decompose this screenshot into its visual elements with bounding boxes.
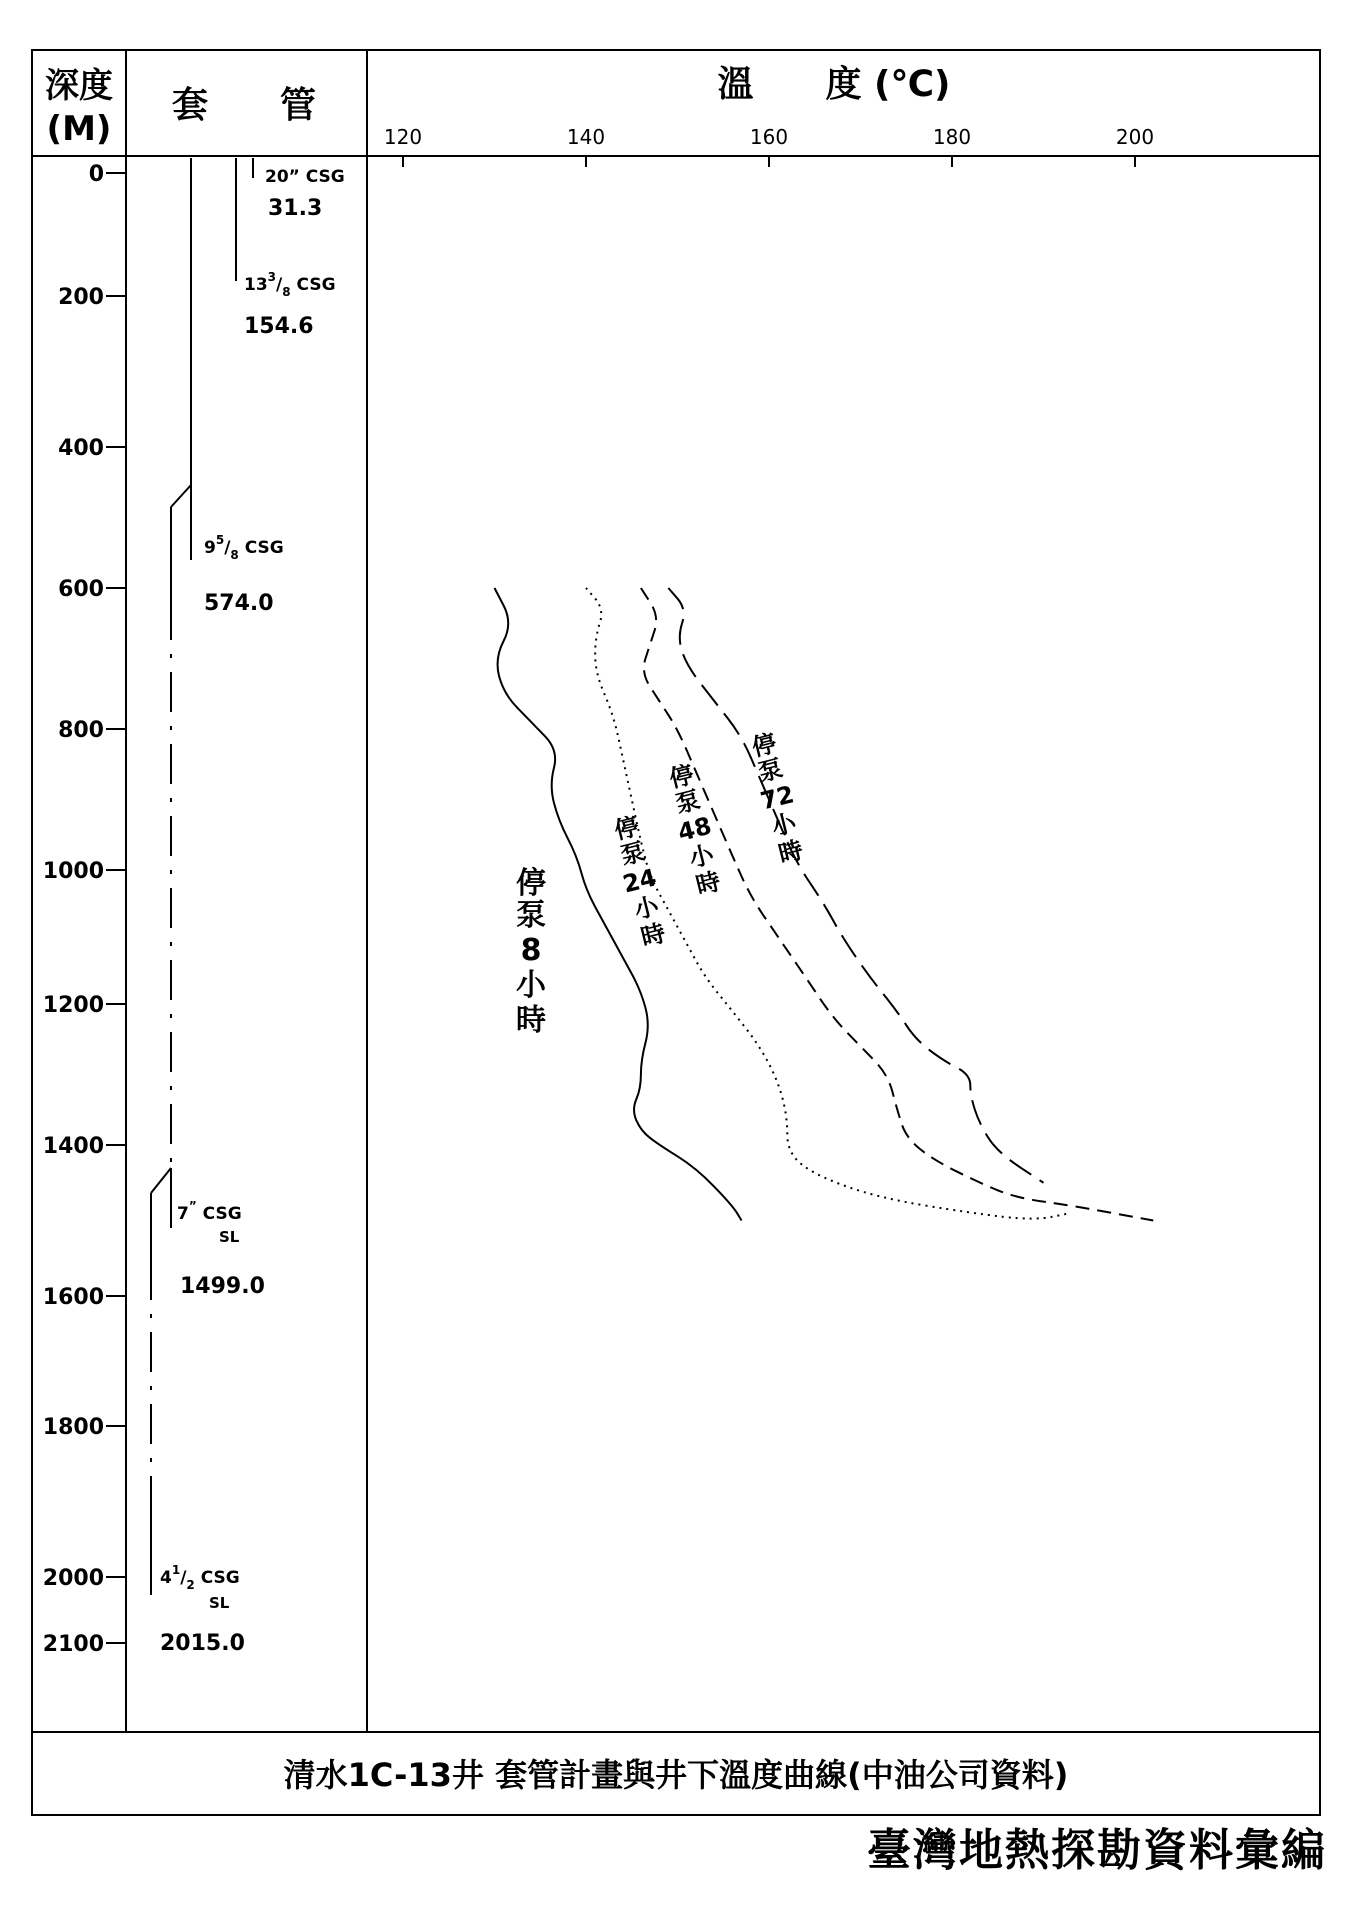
svg-text:時: 時 [516, 1003, 546, 1038]
y-tick-label-800: 800 [58, 718, 104, 743]
y-tick-label-200: 200 [58, 285, 104, 310]
casing-13-depth: 154.6 [244, 314, 314, 339]
curve-label-8h [516, 866, 547, 1038]
y-tick-label-2000: 2000 [42, 1566, 104, 1591]
curve-series-2 [641, 588, 1153, 1221]
temperature-curves [495, 588, 1154, 1221]
curve-label-48h [662, 759, 728, 901]
casing-9-shoe [171, 485, 191, 507]
svg-text:48: 48 [675, 811, 715, 847]
svg-text:小: 小 [516, 968, 546, 1003]
casing-header: 套 管 [171, 85, 317, 126]
casing-13-size: $13^3/_8$ CSG [244, 270, 336, 299]
y-tick-label-0: 0 [88, 162, 104, 187]
svg-text:24: 24 [620, 863, 660, 899]
y-tick-label-1200: 1200 [42, 993, 104, 1018]
svg-text:泵: 泵 [672, 785, 703, 819]
svg-text:72: 72 [757, 780, 797, 816]
temperature-header: 溫 度 (℃) [717, 64, 951, 105]
svg-text:8: 8 [520, 933, 542, 968]
svg-text:小: 小 [768, 808, 800, 842]
svg-text:泵: 泵 [516, 898, 546, 933]
depth-axis [43, 162, 126, 1657]
svg-text:停: 停 [749, 728, 780, 762]
casing-20-size: 20” CSG [265, 167, 345, 187]
y-tick-label-400: 400 [58, 436, 104, 461]
casing-4-sl: SL [209, 1594, 230, 1612]
casing-9-depth: 574.0 [204, 591, 274, 616]
chart-frame [32, 50, 1320, 1815]
depth-unit-header: (M) [46, 109, 112, 149]
curve-label-24h [607, 811, 673, 953]
svg-text:時: 時 [638, 918, 669, 952]
curve-series-3 [668, 588, 1043, 1183]
depth-header: 深度 [45, 66, 113, 106]
y-tick-label-1800: 1800 [42, 1415, 104, 1440]
x-tick-label-200: 200 [1115, 125, 1155, 149]
x-tick-label-120: 120 [383, 125, 423, 149]
y-tick-label-600: 600 [58, 577, 104, 602]
svg-text:停: 停 [516, 866, 546, 901]
y-tick-label-1000: 1000 [42, 859, 104, 884]
svg-text:停: 停 [611, 812, 642, 846]
casing-4-size: $4^1/_2$ CSG [160, 1563, 240, 1592]
x-tick-label-180: 180 [932, 125, 972, 149]
temperature-axis [384, 125, 1154, 167]
casing-7-sl: SL [219, 1228, 240, 1246]
svg-text:泵: 泵 [755, 754, 786, 788]
y-tick-label-1600: 1600 [42, 1285, 104, 1310]
svg-text:小: 小 [686, 839, 717, 873]
casing-9-size: $9^5/_8$ CSG [204, 533, 284, 562]
casing-7-size: 7” CSG [177, 1199, 242, 1224]
casing-20-depth: 31.3 [268, 196, 323, 221]
svg-text:時: 時 [775, 835, 806, 869]
casing-7-depth: 1499.0 [180, 1274, 265, 1299]
svg-text:泵: 泵 [617, 837, 648, 871]
chart-caption: 清水1C-13井 套管計畫與井下溫度曲線(中油公司資料) [283, 1756, 1069, 1794]
casing-schematic [151, 158, 253, 1595]
y-tick-label-1400: 1400 [42, 1134, 104, 1159]
curve-series-1 [586, 588, 1071, 1219]
casing-4-depth: 2015.0 [160, 1631, 245, 1656]
y-tick-label-2100: 2100 [42, 1632, 104, 1657]
x-tick-label-160: 160 [749, 125, 789, 149]
curve-label-72h [745, 728, 811, 870]
source-label: 臺灣地熱探勘資料彙編 [867, 1825, 1327, 1876]
svg-text:小: 小 [631, 891, 662, 925]
liner-7-shoe [151, 1168, 171, 1193]
x-tick-label-140: 140 [566, 125, 606, 149]
svg-text:停: 停 [666, 760, 697, 794]
svg-text:時: 時 [693, 867, 724, 901]
